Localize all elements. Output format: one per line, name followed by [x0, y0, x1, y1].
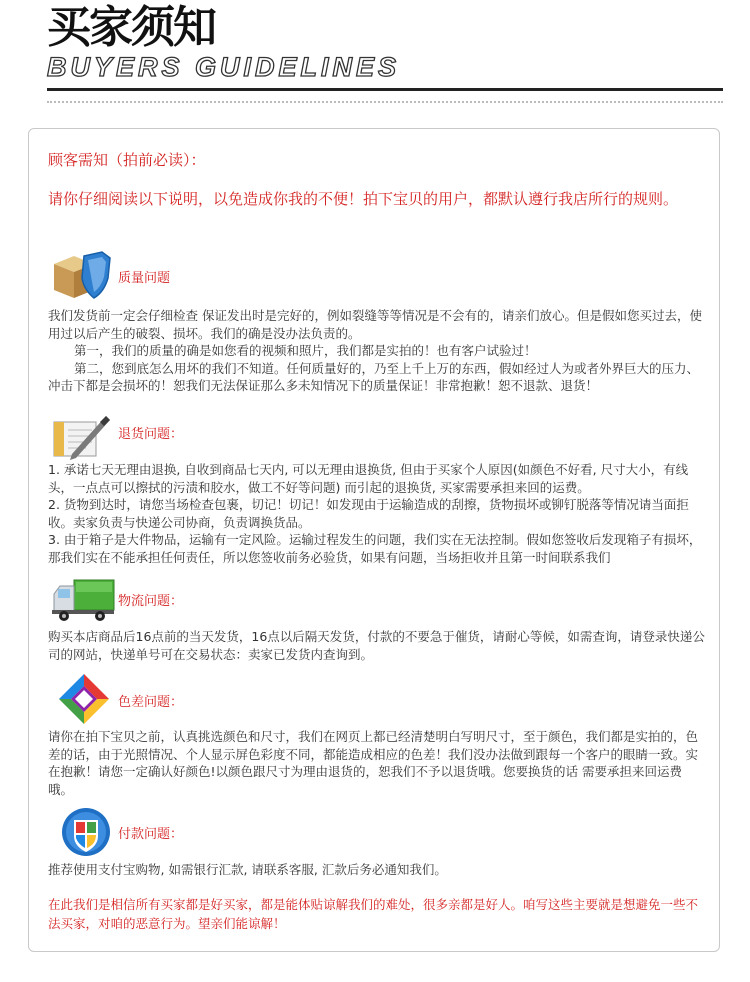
section-body-payment	[48, 861, 706, 879]
paragraph: 1. 承诺七天无理由退换, 自收到商品七天内, 可以无理由退换货, 但由于买家个人原因(如颜色不好看, 尺寸大小，有线头，一点点可以擦拭的污渍和胶水，做工不好等问题) 而引起的退换货, 买家需要承担来回的运费。	[48, 462, 689, 495]
section-title-returns: 退货问题：	[118, 427, 184, 442]
section-title-payment: 付款问题：	[118, 827, 184, 842]
closing-note: 在此我们是相信所有买家都是好买家，都是能体贴谅解我们的难处，很多亲都是好人。咱写这些主要就是想避免一些不法买家，对咱的恶意行为。望亲们能谅解！	[48, 897, 699, 931]
intro-text: 请你仔细阅读以下说明，以免造成你我的不便！拍下宝贝的用户，都默认遵行我店所行的规则。	[48, 190, 679, 208]
section-body-returns	[48, 461, 706, 566]
dotted-divider	[47, 101, 723, 103]
windows-shield-icon	[60, 806, 112, 858]
pen-document-icon	[50, 410, 114, 460]
page-subtitle: BUYERS GUIDELINES	[47, 52, 401, 82]
shield-box-icon	[50, 250, 114, 302]
header-divider	[47, 88, 723, 91]
paragraph: 我们发货前一定会仔细检查 保证发出时是完好的，例如裂缝等等情况是不会有的，请亲们放心。但是假如您买过去，使用过以后产生的破裂、损坏。我们的确是没办法负责的。	[48, 308, 702, 341]
section-title-logistics: 物流问题：	[118, 594, 184, 609]
page-title: 买家须知	[47, 2, 215, 53]
section-title-quality: 质量问题	[118, 271, 171, 286]
notice-title: 顾客需知（拍前必读）：	[48, 151, 206, 169]
paragraph: 第二，您到底怎么用坏的我们不知道。任何质量好的，乃至上千上万的东西，假如经过人为或者外界巨大的压力、冲击下都是会损坏的！恕我们无法保证那么多未知情况下的质量保证！非常抱歉！恕不退款、退货！	[48, 360, 700, 393]
section-body-logistics	[48, 628, 706, 663]
color-diamond-icon	[57, 672, 111, 726]
section-title-color: 色差问题：	[118, 695, 184, 710]
section-body-color	[48, 728, 706, 798]
paragraph: 购买本店商品后16点前的当天发货，16点以后隔天发货，付款的不要急于催货，请耐心等候，如需查询，请登录快递公司的网站，快递单号可在交易状态：卖家已发货内查询到。	[48, 629, 705, 662]
paragraph: 第一，我们的质量的确是如您看的视频和照片，我们都是实拍的！也有客户试验过！	[74, 343, 537, 358]
section-body-quality	[48, 307, 706, 395]
paragraph: 3. 由于箱子是大件物品，运输有一定风险。运输过程发生的问题，我们实在无法控制。假如您签收后发现箱子有损坏，那我们实在不能承担任何责任，所以您签收前务必验货，如果有问题，当场拒收并且第一时间联系我们	[48, 532, 702, 565]
paragraph: 2. 货物到达时，请您当场检查包裹，切记！切记！如发现由于运输造成的刮擦，货物损坏或铆钉脱落等情况请当面拒收。卖家负责与快递公司协商，负责调换货品。	[48, 497, 689, 530]
paragraph: 推荐使用支付宝购物, 如需银行汇款, 请联系客服, 汇款后务必通知我们。	[48, 862, 447, 877]
paragraph: 请你在拍下宝贝之前，认真挑选颜色和尺寸，我们在网页上都已经清楚明白写明尺寸，至于颜色，我们都是实拍的，色差的话，由于光照情况、个人显示屏色彩度不同，都能造成相应的色差！我们没办法做到跟每一个客户的眼睛一致。实在抱歉！请您一定确认好颜色!以颜色跟尺寸为理由退货的，恕我们不予以退货哦。您要换货的话 需要承担来回运费哦。	[48, 729, 699, 797]
delivery-truck-icon	[50, 578, 116, 622]
